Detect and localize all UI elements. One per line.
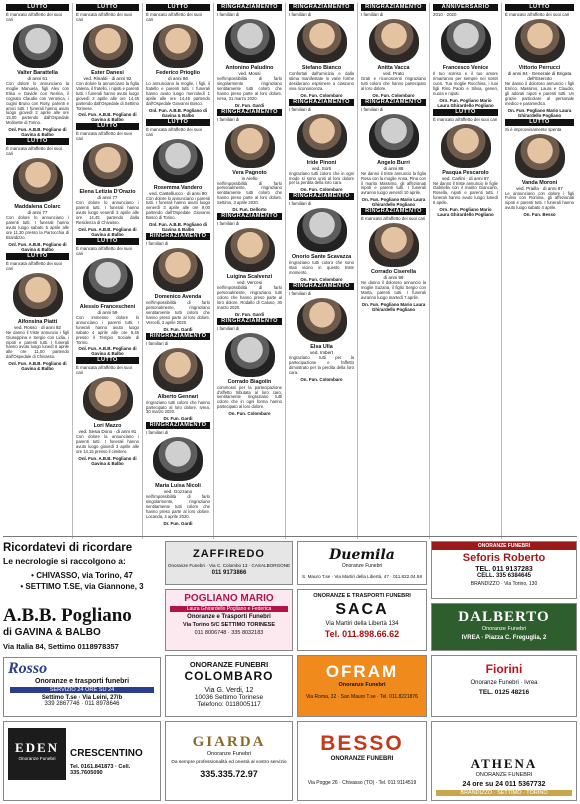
funeral-home-signature: On. Fun. Pogliano Mario Laura Ghirardello Pogliano [361, 301, 426, 312]
deceased-details: di anni 88 [383, 165, 404, 171]
funeral-home-signature: Dr. Fun. Gardi [163, 416, 193, 422]
portrait-photo [297, 298, 347, 342]
column-2 [73, 3, 143, 539]
deceased-details: ved. Castellucco · di anni 90 [149, 190, 207, 196]
ad-intro-line2: • SETTIMO T.SE, via Giannone, 3 [20, 582, 144, 591]
notice-announcement: I familiari di [289, 12, 312, 17]
funeral-home-signature: Onl. Fun. A.B.B. Pogliano di Gavina & Balbo [148, 222, 208, 233]
deceased-name: Luigina Scalvenzi [226, 274, 273, 281]
notice [289, 4, 354, 98]
funeral-home-signature: On. Fun. Colombaro [300, 376, 343, 382]
funeral-home-signature: On. Fun. Colombaro [300, 187, 343, 193]
deceased-details: ved. Imbert [310, 350, 333, 356]
notice-text: ringraziano tutti coloro che hanno partecipato al loro dolore. Ivrea, 30 marzo 2020. [146, 399, 210, 415]
ad-seforis[interactable] [431, 541, 577, 599]
notice [217, 4, 282, 108]
deceased-name: Alberto Gennari [157, 393, 199, 400]
portrait-photo [153, 24, 203, 68]
ad-ofram[interactable] [297, 655, 427, 717]
funeral-home-signature: Onl. Fun. A.B.B. Pogliano di Gavina & Balbo [8, 241, 67, 252]
deceased-name: Federico Prioglio [155, 70, 201, 76]
deceased-details: di anni 86 [168, 76, 188, 81]
ad-duemila-sub: Onoranze Funebri [341, 563, 383, 569]
funeral-home-signature: Onl. Fun. A.B.B. Pogliano di Gavina & Balbo [148, 107, 208, 118]
notice-header: RINGRAZIAMENTO [289, 193, 354, 200]
portrait-photo [369, 223, 419, 267]
ad-saca[interactable] [297, 589, 427, 651]
ad-eden-sub: Onoranze Funebri [18, 756, 56, 761]
notice [433, 4, 498, 108]
ad-colombaro-phone: Telefono: 0118005117 [197, 701, 261, 708]
notice-text: Confortati dall'amicizia e dalla stima manifestate in varie forme desiderano esprimere a ciascuno viva riconoscenza. [289, 71, 354, 91]
portrait-photo [297, 114, 347, 158]
ad-abb[interactable] [3, 603, 161, 653]
notice-text: Il tuo sorriso e il tuo amore rimarranno per sempre nei nostri cuori. Tua moglie Rocchina, i tuoi figli Rino Paolo e Silvia, generi, nuora e nipoti. [433, 71, 498, 96]
ad-athena-name: ATHENA [470, 756, 538, 771]
notice-announcement: È mancata all'affetto dei suoi cari [6, 260, 62, 271]
notice-header: LUTTO [6, 253, 69, 260]
notice-text: Ne danno il doloroso annuncio la moglie Suzana, il figlio Sergio con Marta, parenti tutti. I funerali avranno luogo martedì 7 aprile. [361, 280, 426, 300]
notice [289, 283, 354, 382]
ad-zaffiredo[interactable] [165, 541, 293, 585]
notice [76, 357, 139, 466]
notice-header: LUTTO [76, 238, 139, 245]
notice-text: Con dolore lo annunciano i parenti tutti. I funerali hanno avuto luogo sabato 5 aprile alle ore 11,30 presso la Parrocchia di Brandizzo. [6, 215, 69, 240]
notice-header: LUTTO [76, 123, 139, 130]
deceased-details: in Aiello [241, 175, 258, 181]
deceased-details: ved. Mossi [238, 71, 261, 76]
notice-announcement: I familiari di [146, 340, 169, 346]
ad-pogliano[interactable] [165, 589, 293, 651]
deceased-name: Ester Danesi [91, 70, 124, 76]
deceased-name: Maddalena Colarc [14, 204, 61, 211]
funeral-home-signature: Orn. Fun. Pogliano Mario Laura Ghirardello Pogliano [437, 207, 494, 218]
notice-announcement: È mancata all'affetto dei suoi cari [6, 146, 62, 157]
funeral-home-signature: On. Fun. Colombaro [300, 277, 343, 283]
notice-announcement: I familiari di [361, 106, 384, 112]
notice-announcement: I familiari di [217, 325, 240, 331]
ad-pogliano-line: Onoranze e Trasporti Funebri [187, 614, 271, 620]
notice [217, 109, 282, 213]
ad-zaffiredo-phone: 011 9173866 [211, 570, 247, 576]
notice-text: nell'impossibilità di farlo personalmente, ringraziano tutti coloro che hanno preso parte al loro dolore. Rodallo di Caluso, 30 marzo 2020. [217, 285, 282, 310]
ad-besso-sub: ONORANZE FUNEBRI [330, 756, 394, 762]
ad-fiorini-phone: TEL. 0125 48216 [478, 689, 530, 696]
notice-header: RINGRAZIAMENTO [361, 208, 426, 215]
column-4 [214, 3, 286, 539]
notice [361, 4, 426, 98]
portrait-photo [441, 19, 491, 63]
notice-text: Ne danno il doloroso annuncio i figli Enrico, Massimo, Laura e Claudio, gli adorati nipoti e parenti tutti. Un grazie particolare al personale medico e paramedico. [505, 81, 574, 106]
portrait-photo [153, 248, 203, 292]
ad-intro-title: Ricordatevi di ricordare [3, 542, 133, 554]
notice-announcement: I familiari di [217, 116, 240, 122]
deceased-name: Maria Luisa Nicoli [155, 483, 201, 490]
funeral-home-signature: Onl. Fun. A.B.B. Pogliano di Gavina & Balbo [78, 346, 137, 357]
funeral-home-signature: On. Fun. Colombaro [372, 92, 415, 98]
deceased-details: ved. Rinaldi · di anni 92 [83, 76, 132, 81]
deceased-details: ved. Prato [383, 71, 404, 76]
portrait-photo [153, 139, 203, 183]
ad-colombaro[interactable] [165, 655, 293, 717]
funeral-home-signature: Onl. Fun. A.B.B. Pogliano di Gavina & Balbo [78, 112, 137, 123]
notice-header: LUTTO [505, 119, 574, 126]
ad-saca-phone: Tel. 011.898.66.62 [324, 629, 400, 639]
notice-header: LUTTO [505, 4, 574, 11]
notice-header: RINGRAZIAMENTO [217, 4, 282, 11]
deceased-name: Stefano Bianco [301, 65, 342, 71]
notice-header: LUTTO [6, 138, 69, 145]
notice-text: nell'impossibilità di farlo personalmente, ringraziano sentitamente tutti coloro che hanno preso parte al loro dolore. Vercelli, 3 aprile 2020. [146, 300, 210, 325]
deceased-name: Elena Letizia D'Orazio [79, 189, 136, 196]
ad-rosso-phone: 339 2867746 · 011 8978646 [44, 701, 120, 707]
portrait-photo [369, 19, 419, 63]
notice-text: commossi per la partecipazione d'affetto tributata al loro caro, sentitamente ringraziano tutti coloro che in ogni forma hanno partecipato al loro dolore. [217, 384, 282, 410]
notice [217, 318, 282, 417]
notice [6, 138, 69, 252]
ad-intro-line1: • CHIVASSO, via Torino, 47 [31, 571, 133, 580]
notice [361, 208, 426, 312]
portrait-photo [297, 19, 347, 63]
ad-colombaro-line: Via G. Verdi, 12 [204, 687, 254, 694]
funeral-home-signature: Onl. Fun. A.B.B. Pogliano di Gavina & Balbo [8, 361, 67, 372]
ad-intro-subtitle: Le necrologie si raccolgono a: [3, 556, 126, 566]
portrait-photo [225, 19, 275, 63]
notice [146, 233, 210, 332]
notice-announcement: È mancato all'affetto dei suoi cari [6, 12, 62, 22]
notice-announcement: I familiari di [361, 12, 384, 17]
notice-announcement: È mancata all'affetto dei suoi cari [146, 126, 202, 137]
notice [361, 99, 426, 208]
funeral-home-signature: On. Fun. Besso [523, 212, 556, 218]
notice [505, 4, 574, 118]
ad-duemila[interactable] [297, 541, 427, 585]
ad-dalberto-name: DALBERTO [458, 609, 550, 625]
portrait-photo [13, 273, 63, 317]
notice-header: LUTTO [76, 4, 139, 11]
ad-saca-line: Via Martiri della Libertà 134 [325, 621, 399, 627]
deceased-name: Elsa Ulla [310, 344, 333, 351]
notice-announcement: È mancato all'affetto dei suoi cari [361, 216, 426, 222]
notice-text: Con dolore lo annunciano la moglie Manuela, figli Alex con Elisa e Davide con Nerina, il cognato Claudio con Veronica, i cugini Bruno con Rosy, parenti e amici tutti. I funerali hanno avuto luogo giovedì 2 aprile alle ore 15,00 partendo dall'Ospedale Molinette di Torino. [6, 81, 69, 126]
notice-header: RINGRAZIAMENTO [289, 283, 354, 290]
deceased-details: di anni 77 [97, 195, 118, 201]
notice-header: LUTTO [146, 4, 210, 11]
portrait-photo [83, 377, 133, 421]
ad-seforis-banner: ONORANZE FUNEBRI [432, 542, 576, 550]
ad-athena-line2: BRANDIZZO · SETTIMO · TORINO [436, 790, 572, 796]
ad-rosso-line2: Settimo T.se · Via Leini, 27/b [41, 695, 123, 701]
deceased-details: ved. Gozzano [163, 489, 193, 495]
notice [6, 253, 69, 371]
notice-header: RINGRAZIAMENTO [217, 318, 282, 325]
deceased-name: Domenico Avenda [154, 294, 202, 301]
notice-text: Ne danno il triste annuncio la figlia Rosa con la moglie Anna, Pina con il marito Massimo, gli affezionati nipoti e parenti tutti. I funerali avranno luogo venerdì 10 aprile. [361, 170, 426, 196]
funeral-home-signature: Dr. Fun. Gardi [163, 520, 193, 526]
notice-text: Ne danno il triste annuncio le figlie Gabriella con il marito Giancarlo, Rosella, nipoti e parenti tutti. I funerali hanno avuto luogo lunedì 6 aprile. [433, 180, 498, 206]
funeral-home-signature: Onl. Fun. A.B.B. Pogliano di Gavina & Balbo [78, 456, 137, 467]
notice-announcement: I familiari di [289, 201, 312, 207]
ad-pogliano-line2: Via Torino 5/C SETTIMO TORINESE [183, 622, 275, 628]
portrait-photo [369, 114, 419, 158]
ad-colombaro-name: ONORANZE FUNEBRI [189, 660, 269, 669]
notice-text: ringraziano tutti per la partecipazione e l'affetto dimostrato per la perdita della loro cara. [289, 355, 354, 375]
ad-giarda-line: Da sempre professionalità ed onestà al vostro servizio [171, 760, 287, 765]
ad-rosso-name: Rosso [8, 660, 48, 677]
ad-fiorini[interactable] [431, 655, 577, 717]
notice-header: LUTTO [146, 119, 210, 126]
deceased-details: di anni 77 [27, 210, 48, 216]
notice-announcement: È mancata all'affetto dei suoi cari [76, 131, 132, 142]
notice-header: LUTTO [6, 4, 69, 11]
funeral-home-signature: Orn. Fun. Pogliano Mario Laura Ghirardello Pogliano [437, 97, 494, 108]
deceased-name: Antonino Paludino [225, 65, 274, 71]
notice-text: Con dolore lo annunciano i parenti tutti. I funerali hanno avuto luogo venerdì 3 aprile alle ore 14,45 partendo dalla Residenza di Chivasso. [76, 200, 139, 226]
notice-text: ringraziano tutti coloro che in ogni modo si sono uniti al loro dolore per la perdita della loro cara. [289, 170, 354, 186]
deceased-name: Angelo Burri [377, 159, 410, 166]
ad-eden-logo [8, 728, 66, 780]
deceased-details: ved. Rosso · di anni 92 [14, 324, 61, 330]
notice-header: RINGRAZIAMENTO [289, 99, 354, 106]
column-3 [143, 3, 214, 539]
notice-announcement: È mancato all'affetto dei suoi cari [76, 245, 132, 256]
portrait-photo [13, 158, 63, 202]
notice [76, 123, 139, 237]
ad-intro [3, 539, 161, 601]
deceased-details: ved. Carlini · di anni 87 [442, 175, 489, 181]
ad-saca-name: ONORANZE E TRASPORTI FUNEBRI [313, 593, 411, 599]
ad-eden-name: EDEN [14, 740, 60, 755]
notice [146, 4, 210, 118]
ad-seforis-phone: TEL. 011 9137283 [475, 566, 533, 573]
column-7 [430, 3, 502, 539]
ad-besso-name: BESSO [320, 732, 404, 755]
notice-text: Lo annunciano la moglie, i figli, il fratello e parenti tutti. I funerali hanno avuto luogo mercoledì 1 aprile alle ore 14,45 partendo dall'Ospedale Giovanni Bosco. [146, 81, 210, 106]
deceased-name: Corrado Ciserella [371, 269, 416, 276]
notice-header: LUTTO [433, 109, 498, 116]
notice-announcement: 2010 · 2020 [433, 12, 457, 17]
notice-text: Con dolore la annunciano i parenti tutti. I funerali hanno avuto luogo giovedì 3 aprile alle ore 14,15 presso il cimitero. [76, 434, 139, 455]
portrait-photo [83, 258, 133, 302]
notice [433, 109, 498, 218]
ad-rosso-line: SERVIZIO 24 ORE SU 24 [10, 687, 154, 693]
deceased-name: Corrado Biagolin [227, 378, 272, 385]
notice [289, 193, 354, 282]
ad-saca-brand: SACA [335, 601, 389, 618]
notice [76, 4, 139, 122]
notice-announcement: Si è improvvisamente spenta [505, 126, 562, 132]
portrait-photo [153, 348, 203, 392]
notice [146, 333, 210, 422]
ad-zaffiredo-line: Onoranze Funebri · Via C. Colombo 13 · CASALBORGONE [167, 563, 291, 568]
ad-dalberto[interactable] [431, 603, 577, 651]
notice-announcement: I familiari di [146, 241, 169, 247]
portrait-photo [515, 134, 565, 178]
notice-announcement: È mancato all'affetto dei suoi cari [146, 12, 202, 22]
column-5 [286, 3, 358, 539]
deceased-name: Alessio Francescheni [79, 303, 136, 310]
notice [6, 4, 69, 137]
deceased-name: Anitta Vacca [377, 65, 410, 71]
notice [217, 213, 282, 317]
ad-abb-name: A.B.B. Pogliano [3, 605, 132, 626]
deceased-details: di anni 61 [27, 76, 48, 81]
funeral-home-signature: Dr. Fun. Gardi [234, 102, 265, 108]
ad-athena[interactable] [431, 721, 577, 801]
ad-besso[interactable] [297, 721, 427, 801]
deceased-name: Vittorio Perrucci [518, 65, 561, 71]
funeral-home-signature: On. Fun. Pogliano Mario Laura Ghirardello Pogliano [507, 107, 572, 118]
ad-pogliano-phone: 011 8006748 · 335 8032183 [194, 630, 264, 636]
ad-giarda-phone: 335.335.72.97 [200, 769, 258, 779]
ad-pogliano-sub: Laura Ghirardello Pogliano e Federica [170, 606, 288, 612]
deceased-name: Iride Pinoni [306, 159, 337, 166]
portrait-photo [225, 228, 275, 272]
funeral-home-signature: Dr. Fun. Gardi [163, 326, 193, 332]
portrait-photo [13, 24, 63, 68]
notice-header: RINGRAZIAMENTO [217, 213, 282, 220]
funeral-home-signature: Onl. Fun. A.B.B. Pogliano di Gavina & Balbo [8, 127, 67, 138]
funeral-home-signature: On. Fun. Colombaro [300, 92, 343, 98]
notice-announcement: È mancata all'affetto dei suoi cari [76, 12, 132, 22]
notice-header: RINGRAZIAMENTO [361, 99, 426, 106]
notice [76, 238, 139, 356]
notice-announcement: I familiari di [289, 106, 312, 112]
portrait-photo [83, 24, 133, 68]
ad-rosso-sub: Onoranze e trasporti funebri [34, 678, 130, 685]
notice-text: Ne danno il triste annuncio i figli Giuseppina e Sergio con Lidia, i nipoti e parenti tutti. I funerali hanno avuto luogo lunedì 6 aprile alle ore 11,00 partendo dall'Ospedale di Chivasso. [6, 329, 69, 360]
notice [146, 422, 210, 526]
ad-abb-sub: di GAVINA & BALBO [3, 627, 101, 638]
deceased-name: Alfonsina Piatti [17, 318, 58, 325]
ad-duemila-name: Duemila [329, 547, 395, 563]
ad-duemila-line: S. Mauro T.se · Via Martiri della Libertà, 47 · 011.822.04.58 [301, 574, 422, 579]
notice-text: nell'impossibilità di farlo personalmente, ringraziano sentitamente tutti coloro che hanno preso parte al loro dolore. Settimo, 3 aprile 2020. [217, 180, 282, 206]
funeral-home-signature: Onl. Fun. A.B.B. Pogliano di Gavina & Balbo [78, 226, 137, 237]
notice-header: RINGRAZIAMENTO [289, 4, 354, 11]
deceased-details: di anni 59 [97, 309, 118, 315]
ad-seforis-mobile: CELL. 335 6384645 [476, 573, 532, 579]
notice-text: Le annunciano con dolore i figli Fulvio con Romina, gli affezionati nipoti e parenti tutti. I funerali hanno avuto luogo sabato 4 aprile. [505, 190, 574, 211]
deceased-name: Vera Pagnoto [232, 169, 267, 176]
notice-announcement: È mancata all'affetto dei suoi cari [76, 365, 132, 376]
deceased-details: ved. Vercesi [236, 280, 263, 286]
ad-abb-phone: Via Italia 84, Settimo 0118978357 [3, 642, 119, 651]
notice-announcement: È mancato all'affetto dei suoi cari [505, 12, 570, 17]
notice [146, 119, 210, 233]
ad-colombaro-brand: COLOMBARO [184, 669, 274, 683]
notice-text: Con immenso dolore lo annunciano i parenti tutti. I funerali hanno avuto luogo sabato 4 aprile alle ore 9,45 presso il Tempio Sociale di Torino. [76, 314, 139, 345]
deceased-name: Onorio Sante Scavazza [291, 254, 352, 261]
notice-header: RINGRAZIAMENTO [217, 109, 282, 116]
portrait-photo [225, 124, 275, 168]
notice [289, 99, 354, 193]
ad-eden-line: CRESCENTINO [70, 748, 143, 759]
notice-announcement: I familiari di [217, 12, 240, 17]
notice-header: LUTTO [76, 357, 139, 364]
deceased-name: Valter Barattella [17, 70, 58, 76]
column-1 [3, 3, 73, 539]
ad-zaffiredo-name: ZAFFIREDO [193, 548, 265, 560]
funeral-home-signature: Dr. Fun. Dellorto [232, 207, 267, 213]
ad-giarda-name: GIARDA [192, 734, 266, 750]
ad-ofram-name: OFRAM [325, 662, 399, 681]
ad-athena-sub: ONORANZE FUNEBRI [475, 772, 533, 778]
ad-ofram-line: Via Roma, 32 · San Mauro T.se · Tel. 011.8221876 [306, 694, 418, 700]
ad-fiorini-line: Onoranze Funebri · Ivrea [470, 680, 538, 686]
deceased-name: Pasqua Pescarolo [442, 169, 489, 176]
portrait-photo [153, 437, 203, 481]
deceased-name: Lori Mazzo [93, 423, 122, 430]
deceased-details: di anni 84 · Generale di Brigata dell'Esercito [507, 71, 572, 81]
ad-dalberto-sub: Onoranze Funebri [481, 626, 527, 632]
notice-text: Con dolore lo annunciano i parenti tutti. I funerali hanno avuto luogo venerdì 3 aprile alle ore 9,00 partendo dall'Ospedale Giovanni Bosco di Torino. [146, 195, 210, 221]
notice-header: RINGRAZIAMENTO [146, 233, 210, 240]
portrait-photo [83, 143, 133, 187]
ad-ofram-sub: Onoranze Funebri [338, 682, 386, 688]
notice-text: ringraziano tutti coloro che sono stati vicino in questo triste momento. [289, 260, 354, 276]
obituaries-section [3, 3, 577, 539]
notice-header: ANNIVERSARIO [433, 4, 498, 11]
deceased-details: ved. Sesia Dono · di anni 91 [78, 429, 137, 435]
ad-giarda-sub: Onoranze Funebri [206, 751, 252, 757]
notice-header: RINGRAZIAMENTO [146, 422, 210, 429]
portrait-photo [297, 208, 347, 252]
ad-dalberto-line: IVREA · Piazza C. Freguglia, 2 [461, 635, 547, 641]
deceased-details: ved. Sorti [311, 165, 332, 171]
ad-seforis-name: Seforis Roberto [462, 552, 546, 564]
notice-announcement: I familiari di [289, 291, 312, 297]
ad-giarda[interactable] [165, 721, 293, 801]
deceased-details: di anni 96 [383, 275, 404, 281]
notice-text: nell'impossibilità di farlo singolarmente, ringraziano sentitamente tutti coloro che hanno preso parte al loro dolore. Locanda, 4 aprile 2020. [146, 494, 210, 519]
deceased-details: ved. Prailla · di anni 87 [516, 185, 563, 191]
ad-eden-phone: Tel. 0161.841873 · Cell. 335.7605090 [70, 764, 131, 776]
notice-text: Grati e riconoscenti ringraziano tutti coloro che hanno partecipato al loro dolore. [361, 76, 426, 91]
portrait-photo [441, 124, 491, 168]
notice-text: Con dolore la annunciano la figlia Valeria, il fratello, i nipoti e parenti tutti. I funerali hanno avuto luogo giovedì 2 aprile alle ore 14,45 partendo dall'Ospedale di Settimo Torinese. [76, 81, 139, 111]
funeral-home-signature: On. Fun. Pogliano Mario Laura Ghirardello Pogliano [361, 197, 426, 208]
ad-athena-line: 24 ore su 24 011 5367732 [462, 781, 546, 788]
column-6 [358, 3, 430, 539]
ad-seforis-line: BRANDIZZO · Via Torino, 130 [470, 581, 538, 587]
portrait-photo [515, 19, 565, 63]
funeral-home-signature: On. Fun. Colombaro [228, 411, 271, 417]
notice [505, 119, 574, 218]
ad-rosso[interactable] [3, 657, 161, 717]
notice-announcement: I familiari di [217, 221, 240, 227]
notice-announcement: I familiari di [146, 430, 169, 436]
deceased-name: Francesco Venice [442, 65, 489, 71]
ad-colombaro-line2: 10036 Settimo Torinese [194, 694, 264, 701]
deceased-name: Rosemma Vandero [153, 184, 203, 191]
ad-eden[interactable] [3, 721, 161, 801]
ad-besso-line: Via Pogge 26 · Chivasso (TO) · Tel. 011 9114519 [307, 780, 417, 786]
column-8 [502, 3, 577, 539]
notice-announcement: È mancato all'affetto dei suoi cari [433, 116, 498, 122]
notice-text: nell'impossibilità di farlo singolarmente ringraziano sentitamente tutti coloro che hanno preso parte al loro dolore. Ivrea, 31 marzo 2020. [217, 76, 282, 101]
notice-header: RINGRAZIAMENTO [146, 333, 210, 340]
ad-fiorini-name: Fiorini [485, 662, 523, 676]
ad-pogliano-name: POGLIANO MARIO [184, 593, 274, 604]
notice-header: RINGRAZIAMENTO [361, 4, 426, 11]
advertisements-section [3, 536, 577, 802]
funeral-home-signature: Dr. Fun. Gardi [234, 311, 265, 317]
deceased-name: Vanda Moroni [521, 179, 558, 186]
portrait-photo [225, 333, 275, 377]
